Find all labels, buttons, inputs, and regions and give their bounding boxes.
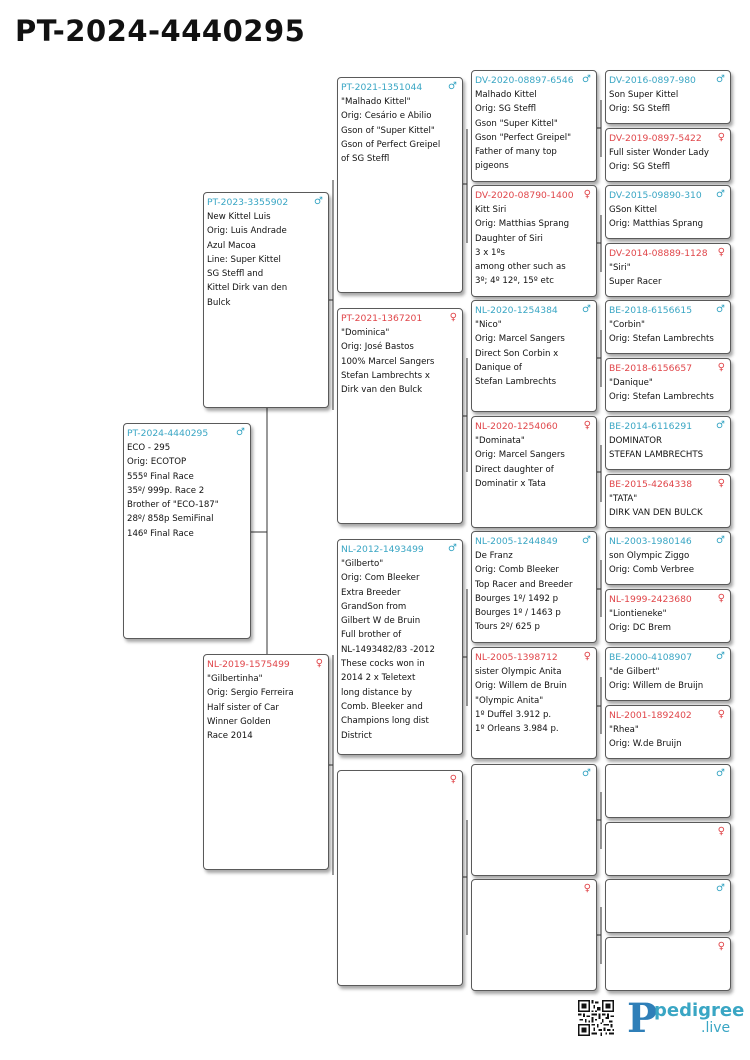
pigeon-card-sdds[interactable] xyxy=(605,416,731,470)
ring-number: BE-2018-6156657 xyxy=(609,363,693,374)
pigeon-card-sire-sire[interactable] xyxy=(337,77,463,293)
info-line: Stefan Lambrechts x xyxy=(341,370,430,381)
pigeon-card-ddds[interactable] xyxy=(605,879,731,933)
info-line: Orig: Cesário e Abilio xyxy=(341,111,432,122)
info-line: Orig: Luis Andrade xyxy=(207,226,287,237)
info-line: "Gilberto" xyxy=(341,559,384,569)
info-line: Tours 2º/ 625 p xyxy=(475,622,540,633)
info-line: Orig: Willem de Bruin xyxy=(475,681,567,692)
info-line: Orig: Comb Verbree xyxy=(609,565,694,576)
info-line: Full sister Wonder Lady xyxy=(609,148,709,158)
pigeon-card-dss[interactable] xyxy=(471,531,597,643)
ring-number: NL-2020-1254384 xyxy=(475,305,558,316)
info-line: 1º Orleans 3.984 p. xyxy=(475,724,559,735)
pigeon-card-ssd[interactable] xyxy=(471,185,597,297)
info-line: New Kittel Luis xyxy=(207,212,271,222)
info-line: GrandSon from xyxy=(341,601,407,612)
ring-number: NL-2012-1493499 xyxy=(341,544,424,555)
info-line: "Rhea" xyxy=(609,725,639,735)
male-icon: ♂ xyxy=(716,768,725,779)
info-line: "Malhado Kittel" xyxy=(341,97,411,107)
info-line: "de Gilbert" xyxy=(609,667,660,677)
info-line: Dirk van den Bulck xyxy=(341,385,423,396)
female-icon: ♀ xyxy=(315,658,323,669)
info-line: Azul Macoa xyxy=(207,240,256,251)
info-line: Orig: Marcel Sangers xyxy=(475,450,565,461)
female-icon: ♀ xyxy=(717,593,725,604)
ring-number: NL-2003-1980146 xyxy=(609,536,692,547)
pigeon-card-ddss[interactable] xyxy=(605,764,731,818)
male-icon: ♂ xyxy=(582,74,591,85)
pigeon-card-dsds[interactable] xyxy=(605,647,731,701)
info-line: 146º Final Race xyxy=(127,528,194,539)
brand-tld: .live xyxy=(701,1020,731,1036)
male-icon: ♂ xyxy=(716,883,725,894)
info-line: De Franz xyxy=(475,551,513,561)
info-line: Race 2014 xyxy=(207,731,253,742)
info-line: Top Racer and Breeder xyxy=(475,579,573,590)
info-line: "Liontieneke" xyxy=(609,609,667,619)
info-line: "Dominata" xyxy=(475,436,525,446)
male-icon: ♂ xyxy=(236,427,245,438)
info-line: Half sister of Car xyxy=(207,702,279,713)
pigeon-card-ssdd[interactable] xyxy=(605,243,731,297)
pigeon-card-sire-dam[interactable] xyxy=(337,308,463,524)
info-line: sister Olympic Anita xyxy=(475,667,562,677)
info-line: Bulck xyxy=(207,297,231,308)
female-icon: ♀ xyxy=(717,941,725,952)
info-line: DOMINATOR xyxy=(609,436,662,446)
info-line: Direct Son Corbin x xyxy=(475,348,559,359)
info-line: District xyxy=(341,730,372,741)
info-line: "Siri" xyxy=(609,263,631,273)
info-line: "Gilbertinha" xyxy=(207,674,263,684)
info-line: pigeons xyxy=(475,161,509,172)
female-icon: ♀ xyxy=(583,189,591,200)
info-line: Orig: Marcel Sangers xyxy=(475,334,565,345)
info-line: son Olympic Ziggo xyxy=(609,551,690,561)
ring-number: BE-2014-6116291 xyxy=(609,421,693,432)
info-line: 1º Duffel 3.912 p. xyxy=(475,709,552,720)
male-icon: ♂ xyxy=(448,81,457,92)
pigeon-card-sdd[interactable] xyxy=(471,416,597,528)
ring-number: NL-2005-1398712 xyxy=(475,652,558,663)
male-icon: ♂ xyxy=(716,651,725,662)
male-icon: ♂ xyxy=(716,535,725,546)
pigeon-card-ssds[interactable] xyxy=(605,185,731,239)
pigeon-card-subject[interactable] xyxy=(123,423,251,639)
info-line: Orig: José Bastos xyxy=(341,342,414,353)
ring-number: PT-2021-1351044 xyxy=(341,82,423,93)
pigeon-card-dam-dam[interactable] xyxy=(337,770,463,986)
female-icon: ♀ xyxy=(583,883,591,894)
pigeon-card-sds[interactable] xyxy=(471,300,597,412)
info-line: Malhado Kittel xyxy=(475,90,537,100)
male-icon: ♂ xyxy=(448,543,457,554)
info-line: Orig: Stefan Lambrechts xyxy=(609,392,714,403)
info-line: GSon Kittel xyxy=(609,205,657,215)
female-icon: ♀ xyxy=(583,420,591,431)
ring-number: PT-2021-1367201 xyxy=(341,313,423,324)
page-title: PT-2024-4440295 xyxy=(15,14,306,48)
info-line: Gson of "Super Kittel" xyxy=(341,125,435,136)
female-icon: ♀ xyxy=(717,132,725,143)
info-line: "Dominica" xyxy=(341,328,390,338)
info-line: Bourges 1º/ 1492 p xyxy=(475,593,559,604)
male-icon: ♂ xyxy=(716,189,725,200)
info-line: Stefan Lambrechts xyxy=(475,377,557,388)
info-line: Son Super Kittel xyxy=(609,90,679,100)
info-line: Orig: Matthias Sprang xyxy=(609,219,704,230)
info-line: 28º/ 858p SemiFinal xyxy=(127,514,214,525)
info-line: Orig: Com Bleeker xyxy=(341,573,420,584)
info-line: Orig: Matthias Sprang xyxy=(475,219,570,230)
male-icon: ♂ xyxy=(582,535,591,546)
female-icon: ♀ xyxy=(717,709,725,720)
info-line: Orig: Comb Bleeker xyxy=(475,565,559,576)
info-line: "TATA" xyxy=(609,494,638,504)
pigeon-card-dam-sire[interactable] xyxy=(337,539,463,755)
info-line: Gilbert W de Bruin xyxy=(341,616,421,627)
info-line: These cocks won in xyxy=(341,659,425,670)
ring-number: BE-2015-4264338 xyxy=(609,479,693,490)
info-line: DIRK VAN DEN BULCK xyxy=(609,508,703,519)
ring-number: NL-2005-1244849 xyxy=(475,536,558,547)
ring-number: NL-2020-1254060 xyxy=(475,421,558,432)
info-line: Orig: SG Steffl xyxy=(475,104,537,115)
ring-number: DV-2014-08889-1128 xyxy=(609,248,708,259)
pigeon-card-sdss[interactable] xyxy=(605,300,731,354)
info-line: Full brother of xyxy=(341,630,402,641)
info-line: Line: Super Kittel xyxy=(207,254,281,265)
info-line: long distance by xyxy=(341,687,412,698)
info-line: 3º; 4º 12º, 15º etc xyxy=(475,276,554,287)
info-line: Bourges 1º / 1463 p xyxy=(475,608,561,619)
info-line: STEFAN LAMBRECHTS xyxy=(609,450,704,461)
pigeon-card-dam[interactable] xyxy=(203,654,329,870)
ring-number: PT-2023-3355902 xyxy=(207,197,289,208)
female-icon: ♀ xyxy=(449,774,457,785)
info-line: Daughter of Siri xyxy=(475,233,543,244)
info-line: Super Racer xyxy=(609,277,662,288)
info-line: Brother of "ECO-187" xyxy=(127,500,219,511)
pigeon-card-sssd[interactable] xyxy=(605,128,731,182)
info-line: Orig: Stefan Lambrechts xyxy=(609,334,714,345)
info-line: "Danique" xyxy=(609,378,653,388)
info-line: 555º Final Race xyxy=(127,471,194,482)
pedigree-p-icon: P xyxy=(627,995,658,1042)
info-line: Gson of Perfect Greipel xyxy=(341,139,441,150)
ring-number: DV-2020-08897-6546 xyxy=(475,75,574,86)
pigeon-card-dsd[interactable] xyxy=(471,647,597,759)
info-line: Champions long dist xyxy=(341,716,429,727)
pigeon-card-sss[interactable] xyxy=(471,70,597,182)
female-icon: ♀ xyxy=(717,826,725,837)
info-line: 100% Marcel Sangers xyxy=(341,356,435,367)
info-line: Gson "Super Kittel" xyxy=(475,118,558,129)
info-line: NL-1493482/83 -2012 xyxy=(341,644,435,655)
ring-number: BE-2018-6156615 xyxy=(609,305,693,316)
male-icon: ♂ xyxy=(582,768,591,779)
pigeon-card-dssd[interactable] xyxy=(605,589,731,643)
info-line: Orig: Willem de Bruijn xyxy=(609,681,704,692)
pigeon-card-dds[interactable] xyxy=(471,764,597,876)
ring-number: NL-1999-2423680 xyxy=(609,594,692,605)
pigeon-card-dsdd[interactable] xyxy=(605,705,731,759)
info-line: "Nico" xyxy=(475,320,502,330)
info-line: Extra Breeder xyxy=(341,587,401,598)
pigeon-card-dddd[interactable] xyxy=(605,937,731,991)
info-line: Orig: W.de Bruijn xyxy=(609,739,682,750)
male-icon: ♂ xyxy=(314,196,323,207)
info-line: Danique of xyxy=(475,362,522,373)
ring-number: NL-2001-1892402 xyxy=(609,710,692,721)
info-line: Kittel Dirk van den xyxy=(207,283,288,294)
ring-number: PT-2024-4440295 xyxy=(127,428,209,439)
male-icon: ♂ xyxy=(716,420,725,431)
info-line: 3 x 1ºs xyxy=(475,247,506,258)
info-line: SG Steffl and xyxy=(207,269,264,280)
info-line: Winner Golden xyxy=(207,716,271,727)
pedigree-live-logo[interactable] xyxy=(627,995,745,1042)
info-line: "Olympic Anita" xyxy=(475,695,544,706)
info-line: Father of many top xyxy=(475,147,557,158)
brand-word: pedigree xyxy=(654,1000,745,1021)
info-line: Orig: DC Brem xyxy=(609,623,672,634)
ring-number: DV-2020-08790-1400 xyxy=(475,190,574,201)
pigeon-card-ssss[interactable] xyxy=(605,70,731,124)
ring-number: DV-2016-0897-980 xyxy=(609,75,696,86)
info-line: Comb. Bleeker and xyxy=(341,701,423,712)
info-line: "Corbin" xyxy=(609,320,645,330)
female-icon: ♀ xyxy=(583,651,591,662)
info-line: Dominatir x Tata xyxy=(475,478,546,489)
ring-number: BE-2000-4108907 xyxy=(609,652,693,663)
qr-code-icon[interactable] xyxy=(578,1000,614,1036)
info-line: 35º/ 999p. Race 2 xyxy=(127,485,205,496)
pigeon-card-ddsd[interactable] xyxy=(605,822,731,876)
pigeon-card-sdsd[interactable] xyxy=(605,358,731,412)
info-line: Direct daughter of xyxy=(475,464,554,475)
info-line: Orig: Sergio Ferreira xyxy=(207,688,294,699)
info-line: among other such as xyxy=(475,262,566,273)
male-icon: ♂ xyxy=(716,74,725,85)
female-icon: ♀ xyxy=(449,312,457,323)
female-icon: ♀ xyxy=(717,478,725,489)
info-line: Orig: SG Steffl xyxy=(609,104,671,115)
info-line: of SG Steffl xyxy=(341,154,390,165)
info-line: Orig: SG Steffl xyxy=(609,162,671,173)
ring-number: DV-2015-09890-310 xyxy=(609,190,702,201)
info-line: 2014 2 x Teletext xyxy=(341,673,416,684)
info-line: Gson "Perfect Greipel" xyxy=(475,132,572,143)
info-line: ECO - 295 xyxy=(127,443,171,453)
pigeon-card-ddd[interactable] xyxy=(471,879,597,991)
male-icon: ♂ xyxy=(716,304,725,315)
ring-number: NL-2019-1575499 xyxy=(207,659,290,670)
pigeon-card-sire[interactable] xyxy=(203,192,329,408)
info-line: Kitt Siri xyxy=(475,205,507,215)
pigeon-card-sddd[interactable] xyxy=(605,474,731,528)
male-icon: ♂ xyxy=(582,304,591,315)
pigeon-card-dsss[interactable] xyxy=(605,531,731,585)
female-icon: ♀ xyxy=(717,362,725,373)
female-icon: ♀ xyxy=(717,247,725,258)
ring-number: DV-2019-0897-5422 xyxy=(609,133,702,144)
info-line: Orig: ECOTOP xyxy=(127,457,187,468)
